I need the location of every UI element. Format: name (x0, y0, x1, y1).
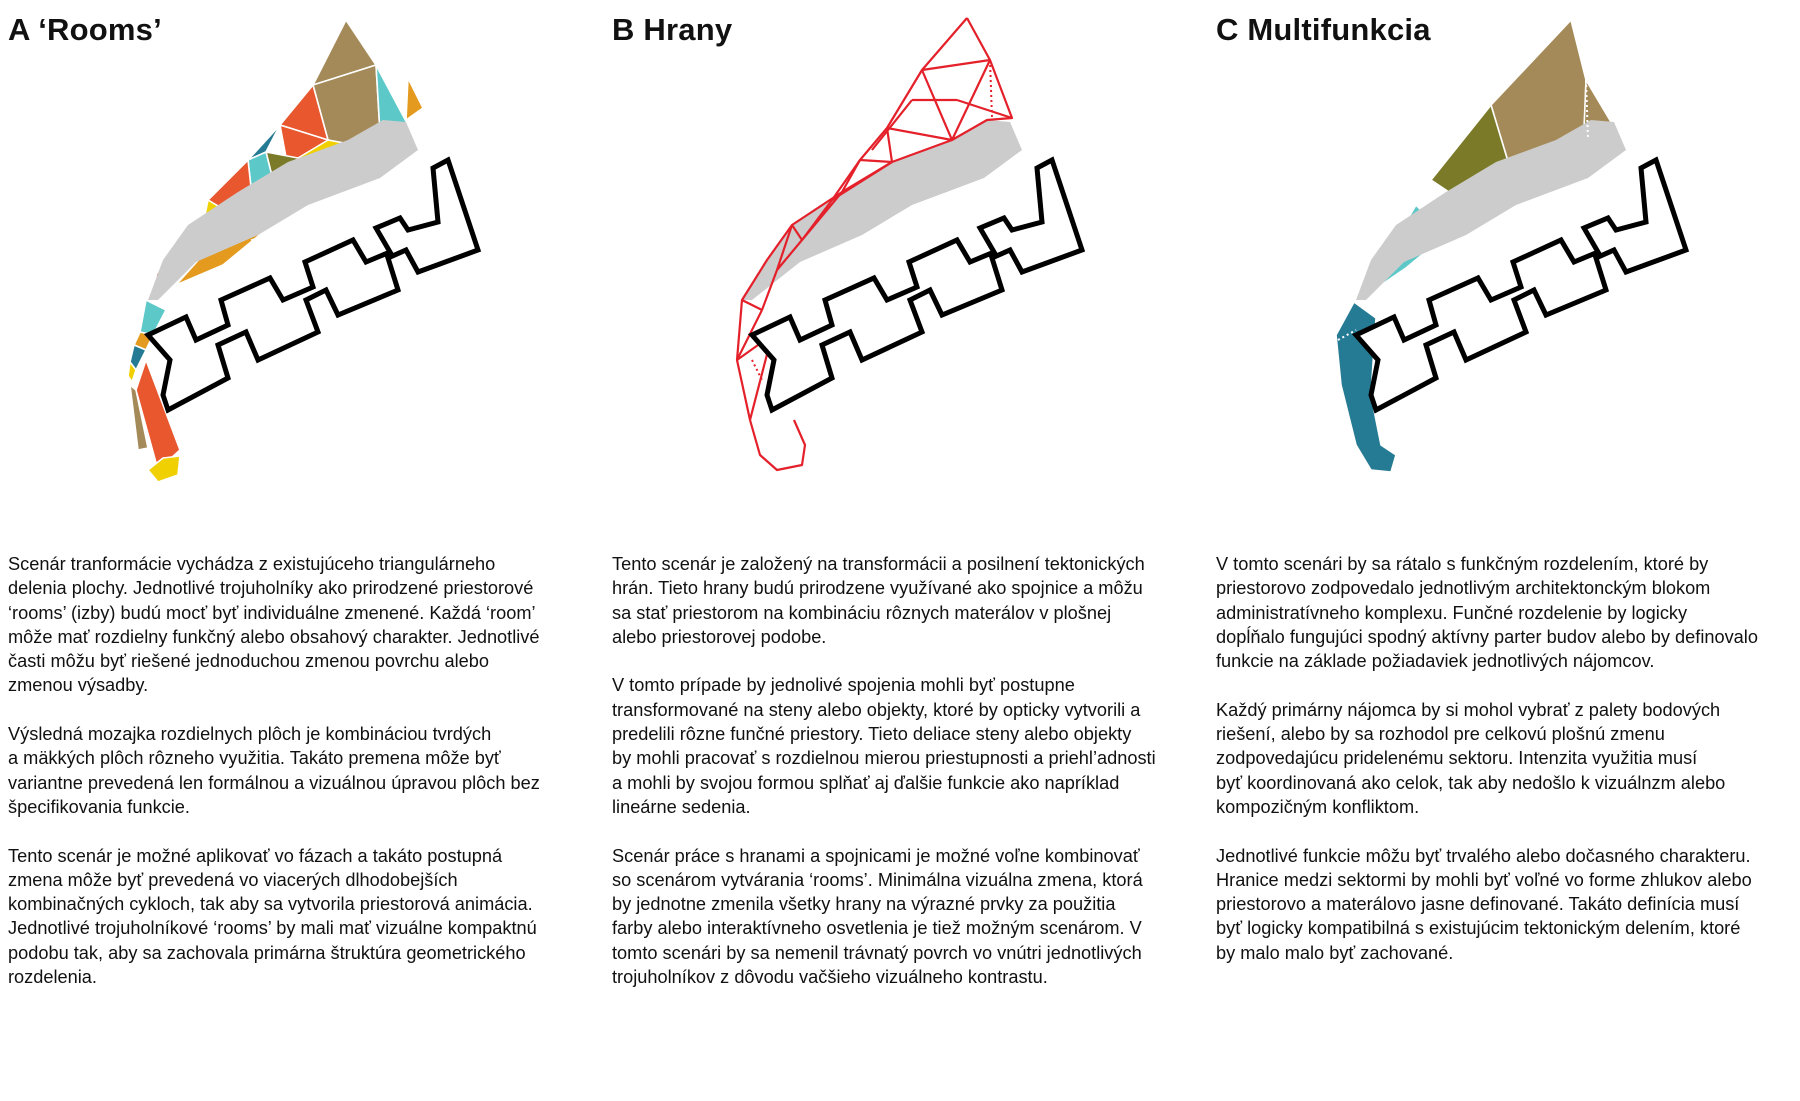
diagram-multifunction (1216, 0, 1800, 500)
paragraph: Scenár práce s hranami a spojnicami je možné voľne kombinovať so scenárom vytvárania ‘rooms’. Minimálna vizuálna zmena, ktorá by jednotne zmenila všetky hrany na výrazné prvky za použitia farby alebo interaktívneho osvetlenia je tiež možným scenárom. V tomto scenári by sa nemenil trávnatý povrch vo vnútri jednotlivých trojuholníkov z dôvodu vačšieho vizuálneho kontrastu. (612, 845, 1143, 988)
room-amber-top (406, 78, 423, 120)
column-rooms (8, 0, 598, 988)
scenario-title: A ‘Rooms’ (8, 12, 162, 47)
column-edges (612, 0, 1202, 988)
paragraph: Tento scenár je možné aplikovať vo fázach a takáto postupná zmena môže byť prevedená vo viacerých dlhodobejších kombinačných cykloch, tak aby sa vytvorila priestorová animácia. Jednotlivé trojuholníkové ‘rooms’ by mali mať vizuálne kompaktnú podobu tak, aby sa zachovala primárna štruktúra geometrického rozdelenia. (8, 845, 537, 988)
edge (922, 70, 952, 140)
edge (887, 128, 952, 140)
paragraph: Každý primárny nájomca by si mohol vybrať z palety bodových riešení, alebo by sa rozhodol pre celkovú plošnú zmenu zodpovedajúcu pridelenému sektoru. Intenzita využitia musí byť koordinovaná ako celok, tak aby nedošlo k vizuálnzm alebo kompozičným konfliktom. (1216, 699, 1726, 817)
edge (872, 100, 912, 150)
scenario-title: B Hrany (612, 12, 733, 47)
paragraph: V tomto scenári by sa rátalo s funkčným rozdelením, ktoré by priestorovo zodpovedalo jednotlivým architektonckým blokom administratívneho komplexu. Funčné rozdelenie by logicky dopĺňalo fungujúci spodný aktívny parter budov alebo by definovalo funkcie na základe požiadaviek jednotlivých nájomcov. (1216, 554, 1758, 672)
scenario-description (1216, 552, 1800, 989)
room-yellow-d (148, 456, 180, 482)
edge (887, 128, 892, 162)
edge (860, 160, 892, 162)
scenario-description (8, 552, 593, 1014)
paragraph: Jednotlivé funkcie môžu byť trvalého alebo dočasného charakteru. Hranice medzi sektormi by mohli byť voľné vo forme zhlukov alebo priestorovo a materálovo jasne definované. Takáto definícia musí byť logicky kompatibilná s existujúcim tektonickým delením, ktoré by malo malo byť zachované. (1216, 845, 1752, 963)
scenario-description (612, 552, 1197, 1014)
edge (922, 60, 990, 70)
scenario-title: C Multifunkcia (1216, 12, 1431, 47)
diagram-rooms (8, 0, 598, 500)
paragraph: Scenár tranformácie vychádza z existujúceho triangulárneho delenia plochy. Jednotlivé trojuholníky ako prirodzené priestorové ‘rooms’ (izby) budú mocť byť individuálne zmenené. Každá ‘room’ môže mať rozdielny funkčný alebo obsahový charakter. Jednotlivé časti môžu byť riešené jednoduchou zmenou povrchu alebo zmenou výsadby. (8, 554, 540, 696)
diagram-edges (612, 0, 1202, 500)
edge (957, 100, 1012, 118)
paragraph: V tomto prípade by jednolivé spojenia mohli byť postupne transformované na steny alebo objekty, ktoré by opticky vytvorili a predelili rôzne funčné priestory. Tieto deliace steny alebo objekty by mohli pracovať s rozdielnou mierou priestupnosti a priehl’adnosti a mohli by svojou formou splňať aj ďalšie funkcie ako napríklad lineárne sedenia. (612, 675, 1156, 817)
edge (742, 300, 762, 310)
paragraph: Tento scenár je založený na transformácii a posilnení tektonických hrán. Tieto hrany budú prirodzene využívané ako spojnice a môžu sa stať priestorom na kombináciu rôznych materálov v plošnej alebo priestorovej podobe. (612, 554, 1145, 647)
column-multifunction (1216, 0, 1800, 963)
paragraph: Výsledná mozajka rozdielnych plôch je kombináciou tvrdých a mäkkých plôch rôzneho využitia. Takáto premena môže byť variantne prevedená len formálnou a vizuálnou úpravou plôch bez špecifikovania funkcie. (8, 724, 540, 817)
